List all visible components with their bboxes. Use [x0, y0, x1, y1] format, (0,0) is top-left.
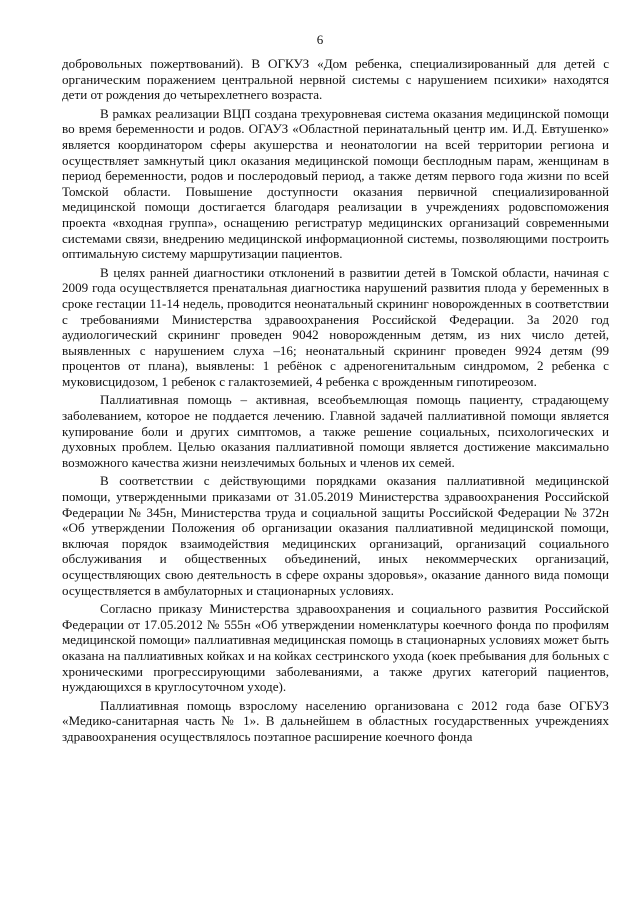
paragraph-orphanage-continuation: добровольных пожертвований). В ОГКУЗ «Дом ребенка, специализированный для детей с органическим поражением центральной нервной системы с нарушением психики» находятся дети от рождения до четырехлетнего возраста. [62, 56, 609, 103]
paragraph-palliative-definition: Паллиативная помощь – активная, всеобъемлющая помощь пациенту, страдающему заболеванием, которое не поддается лечению. Главной задачей паллиативной помощи является купирование боли и других симптомов, а также решение социальных, психологических и духовных проблем. Целью оказания паллиативной помощи является достижение максимально возможного качества жизни неизлечимых больных и членов их семей. [62, 392, 609, 470]
paragraph-adult-palliative: Паллиативная помощь взрослому населению организована с 2012 года базе ОГБУЗ «Медико-санитарная часть № 1». В дальнейшем в областных государственных учреждениях здравоохранения осуществлялось поэтапное расширение коечного фонда [62, 697, 609, 744]
paragraph-palliative-orders: В соответствии с действующими порядками оказания паллиативной медицинской помощи, утвержденными приказами от 31.05.2019 Министерства здравоохранения Российской Федерации № 345н, Министерства труда и социальной защиты Российской Федерации № 372н «Об утверждении Положения об организации оказания паллиативной медицинской помощи, включая порядок взаимодействия медицинских организаций, организаций социального обслуживания и общественных объединений, иных некоммерческих организаций, осуществляющих свою деятельность в сфере охраны здоровья», оказание данного вида помощи осуществляется в амбулаторных и стационарных условиях. [62, 473, 609, 598]
paragraph-early-diagnostics: В целях ранней диагностики отклонений в развитии детей в Томской области, начиная с 2009 года осуществляется пренатальная диагностика нарушений развития плода у беременных в сроке гестации 11-14 недель, проводится неонатальный скрининг новорожденных в соответствии с требованиями Министерства здравоохранения Российской Федерации. За 2020 год аудиологический скрининг проведен 9042 новорожденным детям, из них число детей, выявленных с нарушением слуха –16; неонатальный скрининг проведен 9924 детям (99 процентов от плана), выявлены: 1 ребёнок с адреногенитальным синдромом, 2 ребенка с муковисцидозом, 1 ребенок с галактоземией, 4 ребенка с врожденным гипотиреозом. [62, 264, 609, 389]
paragraph-bed-fund-order: Согласно приказу Министерства здравоохранения и социального развития Российской Федерации от 17.05.2012 № 555н «Об утверждении номенклатуры коечного фонда по профилям медицинской помощи» паллиативная медицинская помощь в стационарных условиях может быть оказана на паллиативных койках и на койках сестринского ухода (коек пребывания для больных с хроническими прогрессирующими заболеваниями, а также других категорий пациентов, нуждающихся в круглосуточном уходе). [62, 601, 609, 695]
paragraph-perinatal-system: В рамках реализации ВЦП создана трехуровневая система оказания медицинской помощи во время беременности и родов. ОГАУЗ «Областной перинатальный центр им. И.Д. Евтушенко» является координатором сферы акушерства и неонатологии на всей территории региона и осуществляет замкнутый цикл оказания медицинской помощи бесплодным парам, женщинам в период беременности, родов и послеродовый период, а также детям первого года жизни по всей Томской области. Повышение доступности оказания первичной специализированной медицинской помощи достигается благодаря реализации в учреждениях родовспоможения проекта «входная группа», оснащению регистратур медицинских организаций современными системами связи, внедрению медицинской информационной системы, позволяющими построить оптимальную систему маршрутизации пациентов. [62, 105, 609, 262]
page-number: 6 [316, 32, 324, 47]
document-body [62, 56, 609, 748]
